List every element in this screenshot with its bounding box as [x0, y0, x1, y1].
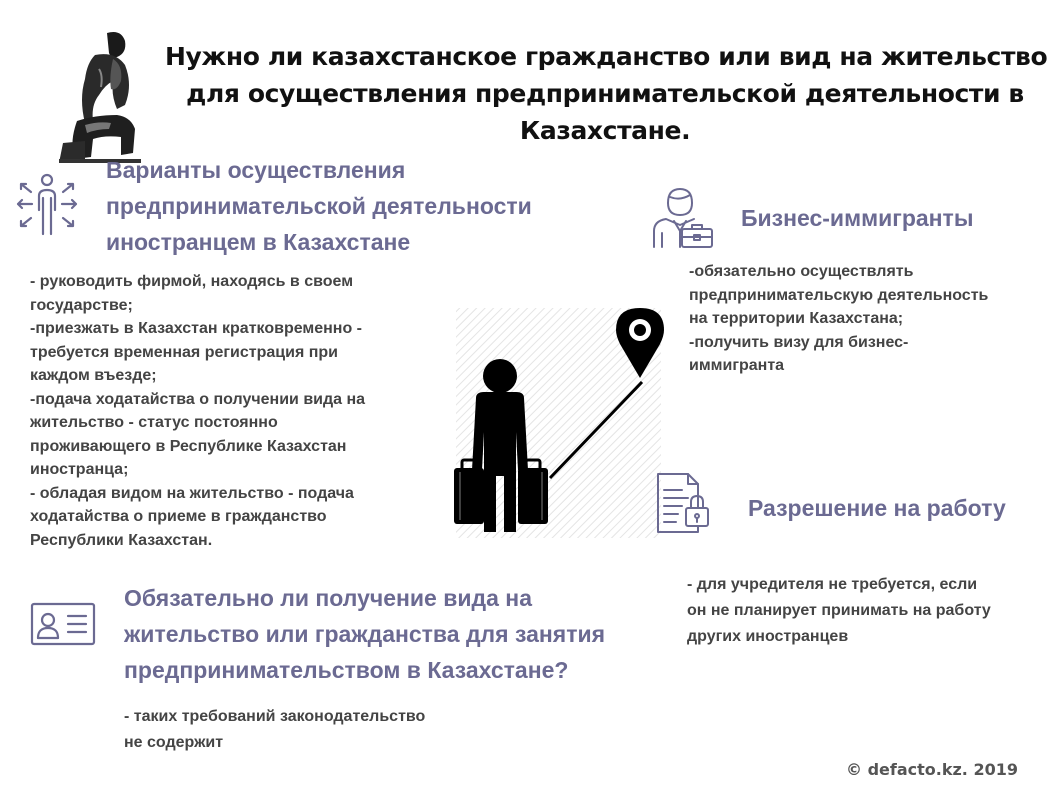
- body-line: -обязательно осуществлять: [689, 263, 914, 280]
- heading-line: предпринимательством в Казахстане?: [124, 657, 569, 683]
- options-heading: [106, 152, 566, 260]
- body-line: на территории Казахстана;: [689, 310, 904, 327]
- body-line: -подача ходатайства о получении вида на: [30, 390, 366, 408]
- traveler-location-pin-icon: [450, 300, 665, 545]
- heading-line: Разрешение на работу: [748, 495, 1006, 521]
- body-line: каждом въезде;: [30, 367, 157, 384]
- body-line: не содержит: [124, 734, 224, 751]
- body-line: он не планирует принимать на работу: [687, 602, 991, 619]
- document-lock-icon: [652, 470, 714, 536]
- required-heading: [124, 580, 644, 688]
- body-line: - таких требований законодательство: [124, 708, 426, 725]
- body-line: жительство - статус постоянно: [30, 414, 278, 431]
- heading-line: Варианты осуществления: [106, 157, 406, 183]
- businessman-briefcase-icon: [650, 185, 716, 251]
- body-line: государстве;: [30, 296, 133, 314]
- required-body: [124, 704, 544, 756]
- body-line: - для учредителя не требуется, если: [687, 576, 978, 593]
- title-line: для осуществления предпринимательской деятельности в: [186, 79, 1024, 108]
- body-line: -приезжать в Казахстан кратковременно -: [30, 320, 363, 337]
- title-line: Казахстане.: [519, 116, 691, 145]
- id-card-icon: [30, 600, 96, 648]
- heading-line: Обязательно ли получение вида на: [124, 585, 532, 611]
- title-line: Нужно ли казахстанское гражданство или вид на жительство: [165, 42, 1048, 71]
- page-title: [165, 38, 1048, 149]
- body-line: -получить визу для бизнес-: [689, 333, 909, 351]
- person-arrows-icon: [15, 170, 79, 240]
- copyright: © defacto.kz. 2019: [846, 760, 1018, 779]
- heading-line: предпринимательской деятельности: [106, 193, 532, 219]
- body-line: Республики Казахстан.: [30, 531, 213, 549]
- body-line: иммигранта: [689, 357, 785, 374]
- body-line: других иностранцев: [687, 628, 849, 645]
- body-line: - обладая видом на жительство - подача: [30, 484, 354, 502]
- heading-line: иностранцем в Казахстане: [106, 229, 411, 255]
- work-permit-heading: [748, 490, 1048, 526]
- thinker-statue-icon: [55, 25, 145, 165]
- body-line: требуется временная регистрация при: [30, 343, 338, 361]
- body-line: иностранца;: [30, 461, 129, 478]
- body-line: ходатайства о приеме в гражданство: [30, 508, 327, 525]
- heading-line: жительство или гражданства для занятия: [124, 621, 606, 647]
- work-permit-body: [687, 572, 1047, 650]
- business-immigrants-body: [689, 260, 1049, 378]
- options-body: [30, 270, 450, 552]
- body-line: предпринимательскую деятельность: [689, 286, 989, 304]
- business-immigrants-heading: [741, 200, 1041, 236]
- body-line: - руководить фирмой, находясь в своем: [30, 273, 354, 290]
- heading-line: Бизнес-иммигранты: [741, 205, 974, 231]
- body-line: проживающего в Республике Казахстан: [30, 437, 347, 455]
